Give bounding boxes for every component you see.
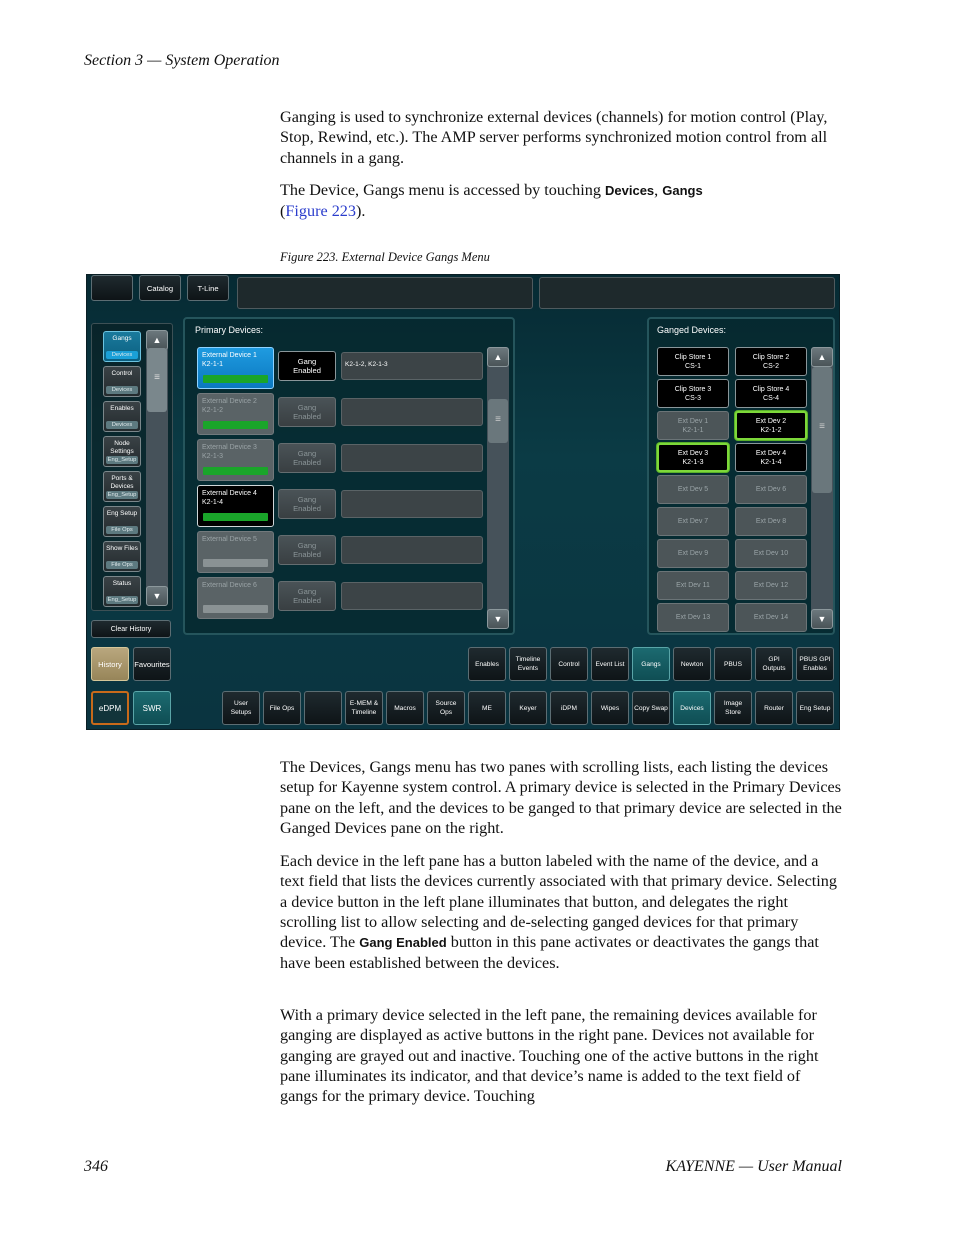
bottom-tab-e-mem-timeline[interactable] <box>345 691 383 725</box>
ganged-device-button <box>735 603 807 632</box>
left-pane-text: Each device in the left pane has a button labeled with the name of the device, and a text field that lists the devices currently associated with that primary device. Selecting a device button in the left plane illuminates that button, and delegates the right scrolling list to allow selecting and de-selecting ganged devices for that primary device. The <box>280 852 837 952</box>
bottom-tab-label: Macros <box>394 704 416 712</box>
device-indicator-bar <box>203 513 268 521</box>
history-button[interactable]: History <box>91 647 129 681</box>
gang-list-field[interactable] <box>341 398 483 426</box>
tline-tab[interactable]: T-Line <box>187 275 229 301</box>
primary-scroll-down-icon[interactable]: ▼ <box>487 609 509 629</box>
bottom-tab-keyer[interactable] <box>509 691 547 725</box>
mid-tab-pbus[interactable] <box>714 647 752 681</box>
mid-tab-label: Timeline Events <box>515 656 541 672</box>
gang-enabled-label: Gang Enabled <box>293 357 321 375</box>
ganged-device-name: Clip Store 2 <box>752 353 790 361</box>
ganged-device-name: Ext Dev 10 <box>753 550 789 557</box>
gang-enabled-button[interactable] <box>278 397 336 427</box>
primary-device-button[interactable] <box>197 439 274 481</box>
primary-device-id: K2-1-4 <box>202 499 224 506</box>
primary-scrollbar[interactable] <box>487 347 509 627</box>
primary-device-name: External Device 2 <box>202 398 257 405</box>
primary-device-button[interactable] <box>197 577 274 619</box>
bottom-tab-wipes[interactable] <box>591 691 629 725</box>
bottom-tab-image-store[interactable] <box>714 691 752 725</box>
ganged-device-button <box>735 539 807 568</box>
ganged-device-name: Ext Dev 9 <box>677 550 709 557</box>
ganged-device-button[interactable] <box>735 347 807 376</box>
ganged-device-name: Ext Dev 8 <box>755 518 787 525</box>
ganged-device-button[interactable] <box>735 443 807 472</box>
gang-enabled-label: Gang Enabled <box>293 541 321 559</box>
gang-enabled-button[interactable] <box>278 351 336 381</box>
bottom-tab-label: Devices <box>680 704 704 712</box>
primary-scroll-thumb[interactable]: ≡ <box>488 399 508 443</box>
gang-enabled-label: Gang Enabled <box>293 495 321 513</box>
primary-device-name: External Device 3 <box>202 444 257 451</box>
bottom-tab-file-ops[interactable] <box>263 691 301 725</box>
device-indicator-bar <box>203 375 268 383</box>
primary-devices-pane <box>183 317 515 635</box>
ganged-device-name: Clip Store 1 <box>674 353 712 361</box>
side-control[interactable]: Control Devices <box>103 366 141 397</box>
side-ports-devices[interactable]: Ports & Devices Eng_Setup <box>103 471 141 502</box>
ganged-device-id: CS-3 <box>685 394 701 402</box>
primary-device-button[interactable] <box>197 485 274 527</box>
gangs-ui-label: Gangs <box>662 183 703 198</box>
page-number: 346 <box>84 1158 108 1175</box>
primary-device-id: K2-1-2 <box>202 407 224 414</box>
device-indicator-bar <box>203 605 268 613</box>
ganged-device-button <box>657 507 729 536</box>
manual-title: KAYENNE — User Manual <box>665 1158 842 1175</box>
favourites-button[interactable]: Favourites <box>133 647 171 681</box>
primary-device-name: External Device 5 <box>202 536 257 543</box>
ganged-device-button <box>735 475 807 504</box>
ganged-device-button <box>657 571 729 600</box>
primary-device-button[interactable] <box>197 347 274 389</box>
mid-tab-label: PBUS <box>724 660 742 668</box>
primary-device-button[interactable] <box>197 531 274 573</box>
section-header: Section 3 — System Operation <box>84 52 280 69</box>
mid-tab-event-list[interactable] <box>591 647 629 681</box>
ganged-scroll-down-icon[interactable]: ▼ <box>811 609 833 629</box>
gang-list-field[interactable] <box>341 536 483 564</box>
ganged-device-name: Clip Store 4 <box>752 385 790 393</box>
ganged-device-id: K2-1-2 <box>760 426 782 434</box>
bottom-tab-label: Source Ops <box>435 700 457 716</box>
side-node-settings[interactable]: Node Settings Eng_Setup <box>103 436 141 467</box>
gang-enabled-button[interactable] <box>278 443 336 473</box>
primary-device-name: External Device 6 <box>202 582 257 589</box>
ganged-scroll-up-icon[interactable]: ▲ <box>811 347 833 367</box>
primary-device-id: K2-1-1 <box>202 361 224 368</box>
gang-enabled-label: Gang Enabled <box>293 449 321 467</box>
ganged-device-id: K2-1-1 <box>682 426 704 434</box>
ganged-device-button[interactable] <box>657 379 729 408</box>
bottom-tab-blank[interactable] <box>304 691 342 725</box>
side-scroll-up-icon[interactable]: ▲ <box>146 330 168 350</box>
bottom-tab-label: Eng Setup <box>799 704 831 712</box>
side-scroll-thumb[interactable]: ≡ <box>147 348 167 412</box>
swr-button[interactable]: SWR <box>133 691 171 725</box>
ganged-device-button <box>657 475 729 504</box>
mid-tab-label: GPI Outputs <box>762 656 786 672</box>
mid-tab-gpi-outputs[interactable] <box>755 647 793 681</box>
top-status-field-2 <box>539 277 835 309</box>
ganged-device-name: Ext Dev 7 <box>677 518 709 525</box>
left-pane-text-end: button in this pane activates or deactivates the gangs that have been established between the devices. <box>280 933 819 973</box>
bottom-tab-label: iDPM <box>560 704 578 712</box>
device-indicator-bar <box>203 559 268 567</box>
paragraph-panes: The Devices, Gangs menu has two panes with scrolling lists, each listing the devices setup for Kayenne system control. A primary device is selected in the Primary Devices pane on the left, and the devices to be ganged to that primary device are selected in the Ganged Devices pane on the right. <box>280 758 842 837</box>
bottom-tab-router[interactable] <box>755 691 793 725</box>
ganged-device-id: K2-1-3 <box>682 458 704 466</box>
gang-enabled-ui-label: Gang Enabled <box>359 935 447 951</box>
ganged-device-button <box>657 539 729 568</box>
gang-list-field[interactable] <box>341 582 483 610</box>
gang-enabled-label: Gang Enabled <box>293 403 321 421</box>
primary-device-id: K2-1-3 <box>202 453 224 460</box>
bottom-tab-label: Image Store <box>723 700 743 716</box>
side-status[interactable]: Status Eng_Setup <box>103 576 141 607</box>
gang-list-field[interactable] <box>341 490 483 518</box>
ganged-device-name: Ext Dev 2 <box>755 417 787 425</box>
ganged-device-name: Ext Dev 4 <box>755 449 787 457</box>
mid-tab-gangs[interactable] <box>632 647 670 681</box>
paren-open: ( <box>280 202 286 221</box>
paragraph-intro: Ganging is used to synchronize external devices (channels) for motion control (Play, Stop, Rewind, etc.). The AMP server performs synchronized motion control from all channels in a gang. <box>280 108 828 167</box>
mid-tab-label: Enables <box>475 660 499 668</box>
ganged-device-name: Ext Dev 12 <box>753 582 789 589</box>
ganged-device-name: Ext Dev 5 <box>677 486 709 493</box>
ganged-device-button[interactable] <box>735 379 807 408</box>
comma: , <box>654 181 663 199</box>
bottom-tab-devices[interactable] <box>673 691 711 725</box>
primary-devices-title: Primary Devices: <box>195 325 264 335</box>
external-device-gangs-screenshot <box>86 274 840 730</box>
mid-tab-enables[interactable] <box>468 647 506 681</box>
bottom-tab-macros[interactable] <box>386 691 424 725</box>
primary-scroll-up-icon[interactable]: ▲ <box>487 347 509 367</box>
bottom-tab-label: Copy Swap <box>634 704 668 712</box>
paren-close: ). <box>355 202 366 221</box>
devices-ui-label: Devices <box>605 183 655 198</box>
primary-device-name: External Device 1 <box>202 352 257 359</box>
ganged-device-name: Ext Dev 11 <box>676 582 710 589</box>
ganged-device-name: Ext Dev 3 <box>677 449 709 457</box>
ganged-device-button[interactable] <box>657 347 729 376</box>
mid-tab-label: Control <box>558 660 580 668</box>
primary-device-name: External Device 4 <box>202 490 257 497</box>
mid-tab-timeline-events[interactable] <box>509 647 547 681</box>
mid-tab-label: Newton <box>680 660 704 668</box>
mid-tab-control[interactable] <box>550 647 588 681</box>
ganged-device-id: CS-4 <box>763 394 779 402</box>
side-scroll-down-icon[interactable]: ▼ <box>146 586 168 606</box>
access-text: The Device, Gangs menu is accessed by touching <box>280 181 605 199</box>
ganged-devices-pane <box>647 317 835 635</box>
side-show-files[interactable]: Show Files File Ops <box>103 541 141 572</box>
ganged-scroll-thumb[interactable]: ≡ <box>812 367 832 493</box>
bottom-tab-label: File Ops <box>269 704 295 712</box>
ganged-devices-title: Ganged Devices: <box>657 325 727 335</box>
ganged-device-button <box>657 603 729 632</box>
bottom-tab-label: Wipes <box>600 704 620 712</box>
bottom-tab-me[interactable] <box>468 691 506 725</box>
gang-enabled-button[interactable] <box>278 489 336 519</box>
edpm-button[interactable]: eDPM <box>91 691 129 725</box>
ganged-device-id: CS-2 <box>763 362 779 370</box>
mid-tab-newton[interactable] <box>673 647 711 681</box>
ganged-device-name: Clip Store 3 <box>674 385 712 393</box>
gang-enabled-button[interactable] <box>278 581 336 611</box>
side-menu <box>91 323 173 611</box>
primary-device-button[interactable] <box>197 393 274 435</box>
bottom-tab-user-setups[interactable] <box>222 691 260 725</box>
ganged-device-button <box>735 507 807 536</box>
bottom-tab-label: User Setups <box>230 700 252 716</box>
ganged-device-id: K2-1-4 <box>760 458 782 466</box>
gang-list-field[interactable]: K2-1-2, K2-1-3 <box>341 352 483 380</box>
ganged-device-button <box>735 571 807 600</box>
top-status-field <box>237 277 533 309</box>
gang-enabled-label: Gang Enabled <box>293 587 321 605</box>
bottom-tab-label: ME <box>482 704 492 712</box>
mid-tab-label: Event List <box>595 660 625 668</box>
figure-link[interactable]: Figure 223 <box>285 202 356 221</box>
ganged-device-name: Ext Dev 14 <box>753 614 789 621</box>
catalog-tab[interactable]: Catalog <box>139 275 181 301</box>
device-indicator-bar <box>203 421 268 429</box>
top-blank-button[interactable] <box>91 275 133 301</box>
ganged-device-id: CS-1 <box>685 362 701 370</box>
gang-list-field[interactable] <box>341 444 483 472</box>
mid-tab-pbus-gpi-enables[interactable] <box>796 647 834 681</box>
bottom-tab-source-ops[interactable] <box>427 691 465 725</box>
paragraph-left-pane <box>280 851 842 974</box>
device-indicator-bar <box>203 467 268 475</box>
clear-history-button[interactable]: Clear History <box>91 620 171 638</box>
bottom-tab-copy-swap[interactable] <box>632 691 670 725</box>
bottom-tab-label: Keyer <box>519 704 537 712</box>
mid-tab-label: Gangs <box>641 660 661 668</box>
bottom-tab-eng-setup[interactable] <box>796 691 834 725</box>
gang-enabled-button[interactable] <box>278 535 336 565</box>
bottom-tab-label: Router <box>764 704 784 712</box>
side-enables[interactable]: Enables Devices <box>103 401 141 432</box>
ganged-device-button[interactable] <box>657 443 729 472</box>
side-gangs[interactable]: Gangs Devices <box>103 331 141 362</box>
ganged-device-name: Ext Dev 1 <box>677 417 709 425</box>
ganged-device-button[interactable] <box>735 411 807 440</box>
bottom-tab-idpm[interactable] <box>550 691 588 725</box>
bottom-tab-label: E-MEM & Timeline <box>349 700 379 716</box>
mid-tab-label: PBUS GPI Enables <box>799 656 831 672</box>
paragraph-right-pane: With a primary device selected in the left pane, the remaining devices available for ganging are displayed as active buttons in the right pane. Devices not available for ganging are grayed out and inactive. Touching one of the active buttons in the right pane illuminates its indicator, and that device’s name is added to the text field of gangs for the primary device. Touching <box>280 1006 819 1106</box>
ganged-device-name: Ext Dev 6 <box>755 486 787 493</box>
side-eng-setup[interactable]: Eng Setup File Ops <box>103 506 141 537</box>
figure-caption: Figure 223. External Device Gangs Menu <box>280 250 490 264</box>
paragraph-access <box>280 180 842 222</box>
ganged-device-name: Ext Dev 13 <box>675 614 711 621</box>
ganged-device-button <box>657 411 729 440</box>
